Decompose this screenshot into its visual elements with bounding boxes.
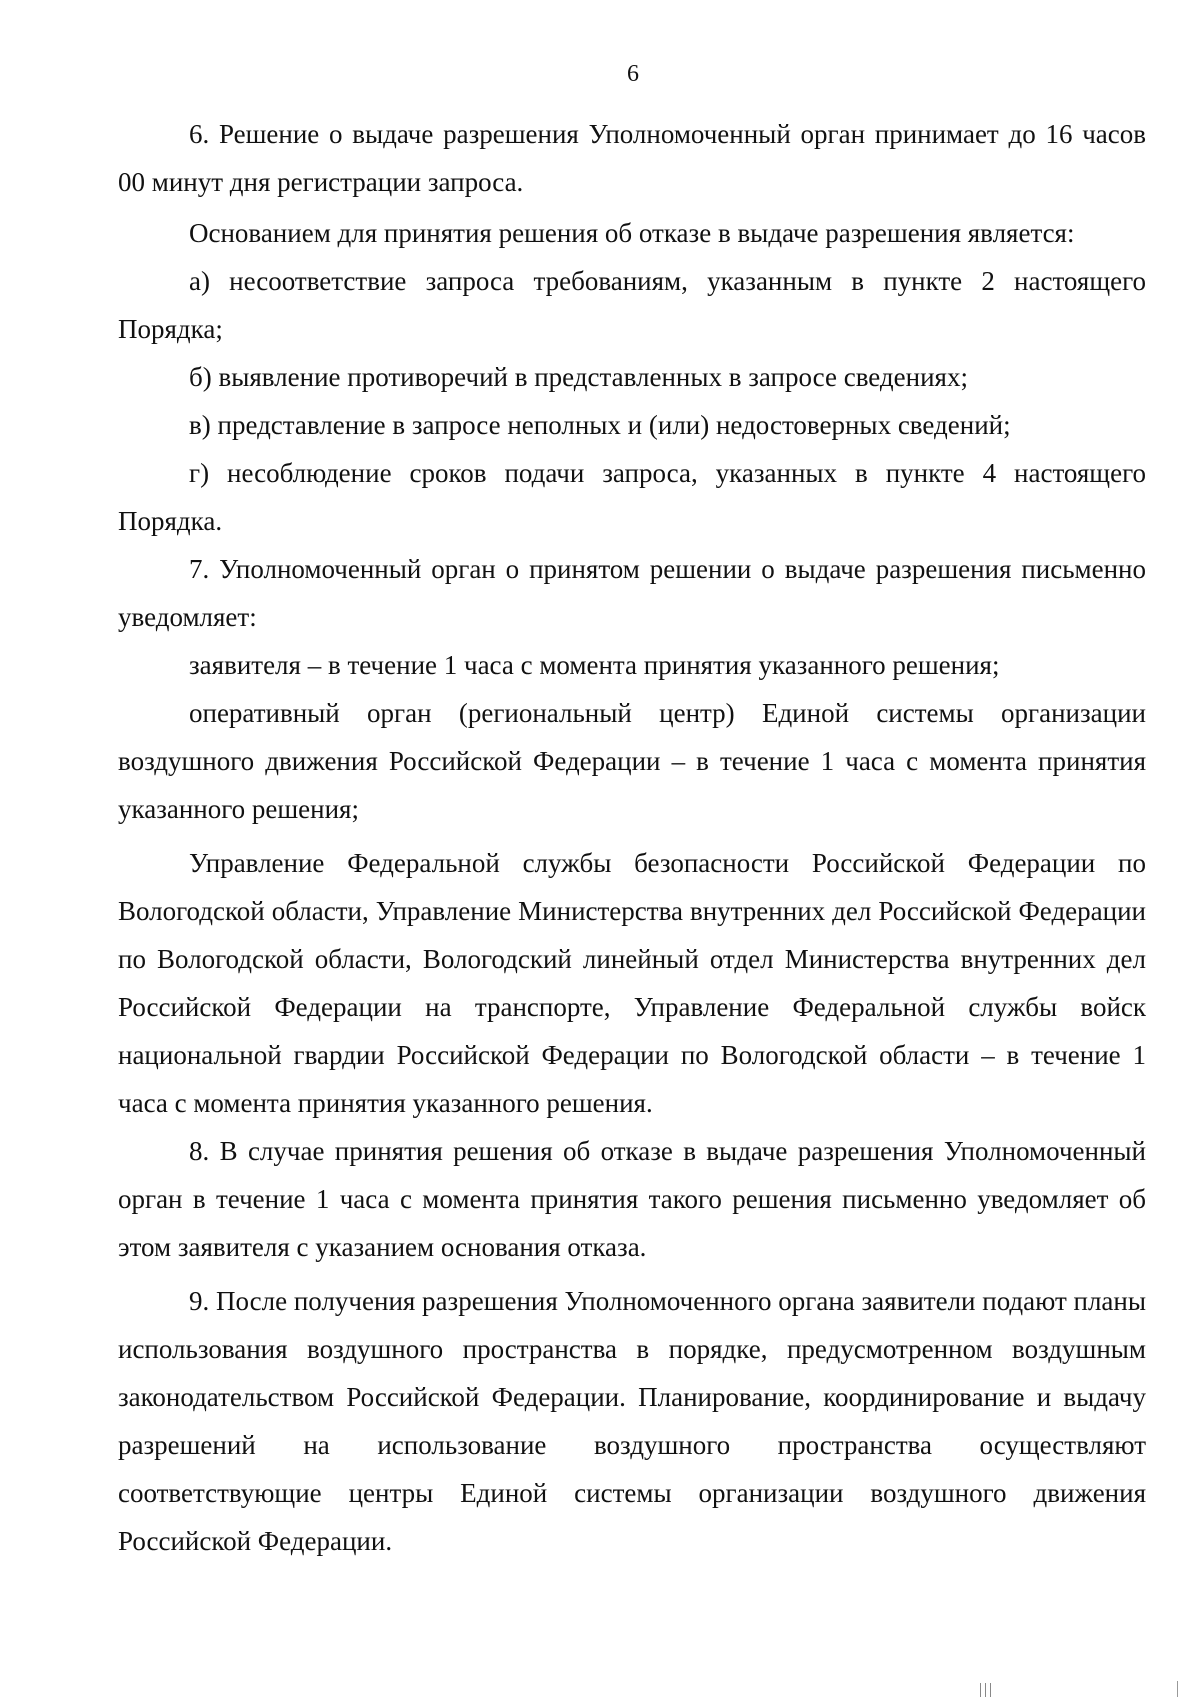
paragraph-ground-g: г) несоблюдение сроков подачи запроса, указанных в пункте 4 настоящего Порядка. bbox=[118, 458, 1146, 536]
paragraph-8: 8. В случае принятия решения об отказе в выдаче разрешения Уполномоченный орган в течение 1 часа с момента принятия такого решения письменно уведомляет об этом заявителя с указанием основания отказа. bbox=[118, 1136, 1146, 1262]
paragraph-ground-b: б) выявление противоречий в представленных в запросе сведениях; bbox=[189, 362, 968, 392]
scan-edge-mark bbox=[1177, 1681, 1178, 1697]
paragraph-notify-authorities: Управление Федеральной службы безопасности Российской Федерации по Вологодской области, Управление Министерства внутренних дел Российской Федерации по Вологодской области, Вологодский линейный отдел Министерства внутренних дел Российской Федерации на транспорте, Управление Федеральной службы войск национальной гвардии Российской Федерации по Вологодской области – в течение 1 часа с момента принятия указанного решения. bbox=[118, 848, 1146, 1118]
paragraph-notify-applicant: заявителя – в течение 1 часа с момента принятия указанного решения; bbox=[189, 650, 1000, 680]
scan-artifact-marks bbox=[980, 1683, 1020, 1697]
paragraph-7: 7. Уполномоченный орган о принятом решении о выдаче разрешения письменно уведомляет: bbox=[118, 554, 1146, 632]
page-number: 6 bbox=[627, 61, 639, 87]
paragraph-9: 9. После получения разрешения Уполномоченного органа заявители подают планы использования воздушного пространства в порядке, предусмотренном воздушным законодательством Российской Федерации. Планирование, координирование и выдачу разрешений на использование воздушного пространства осуществляют соответствующие центры Единой системы организации воздушного движения Российской Федерации. bbox=[118, 1286, 1146, 1556]
paragraph-ground-a: а) несоответствие запроса требованиям, указанным в пункте 2 настоящего Порядка; bbox=[118, 266, 1146, 344]
paragraph-refusal-grounds: Основанием для принятия решения об отказе в выдаче разрешения является: bbox=[189, 218, 1075, 248]
paragraph-6: 6. Решение о выдаче разрешения Уполномоченный орган принимает до 16 часов 00 минут дня регистрации запроса. bbox=[118, 119, 1146, 197]
paragraph-notify-operational-body: оперативный орган (региональный центр) Единой системы организации воздушного движения Российской Федерации – в течение 1 часа с момента принятия указанного решения; bbox=[118, 698, 1146, 824]
paragraph-ground-v: в) представление в запросе неполных и (или) недостоверных сведений; bbox=[189, 410, 1011, 440]
document-body bbox=[118, 110, 1146, 1565]
